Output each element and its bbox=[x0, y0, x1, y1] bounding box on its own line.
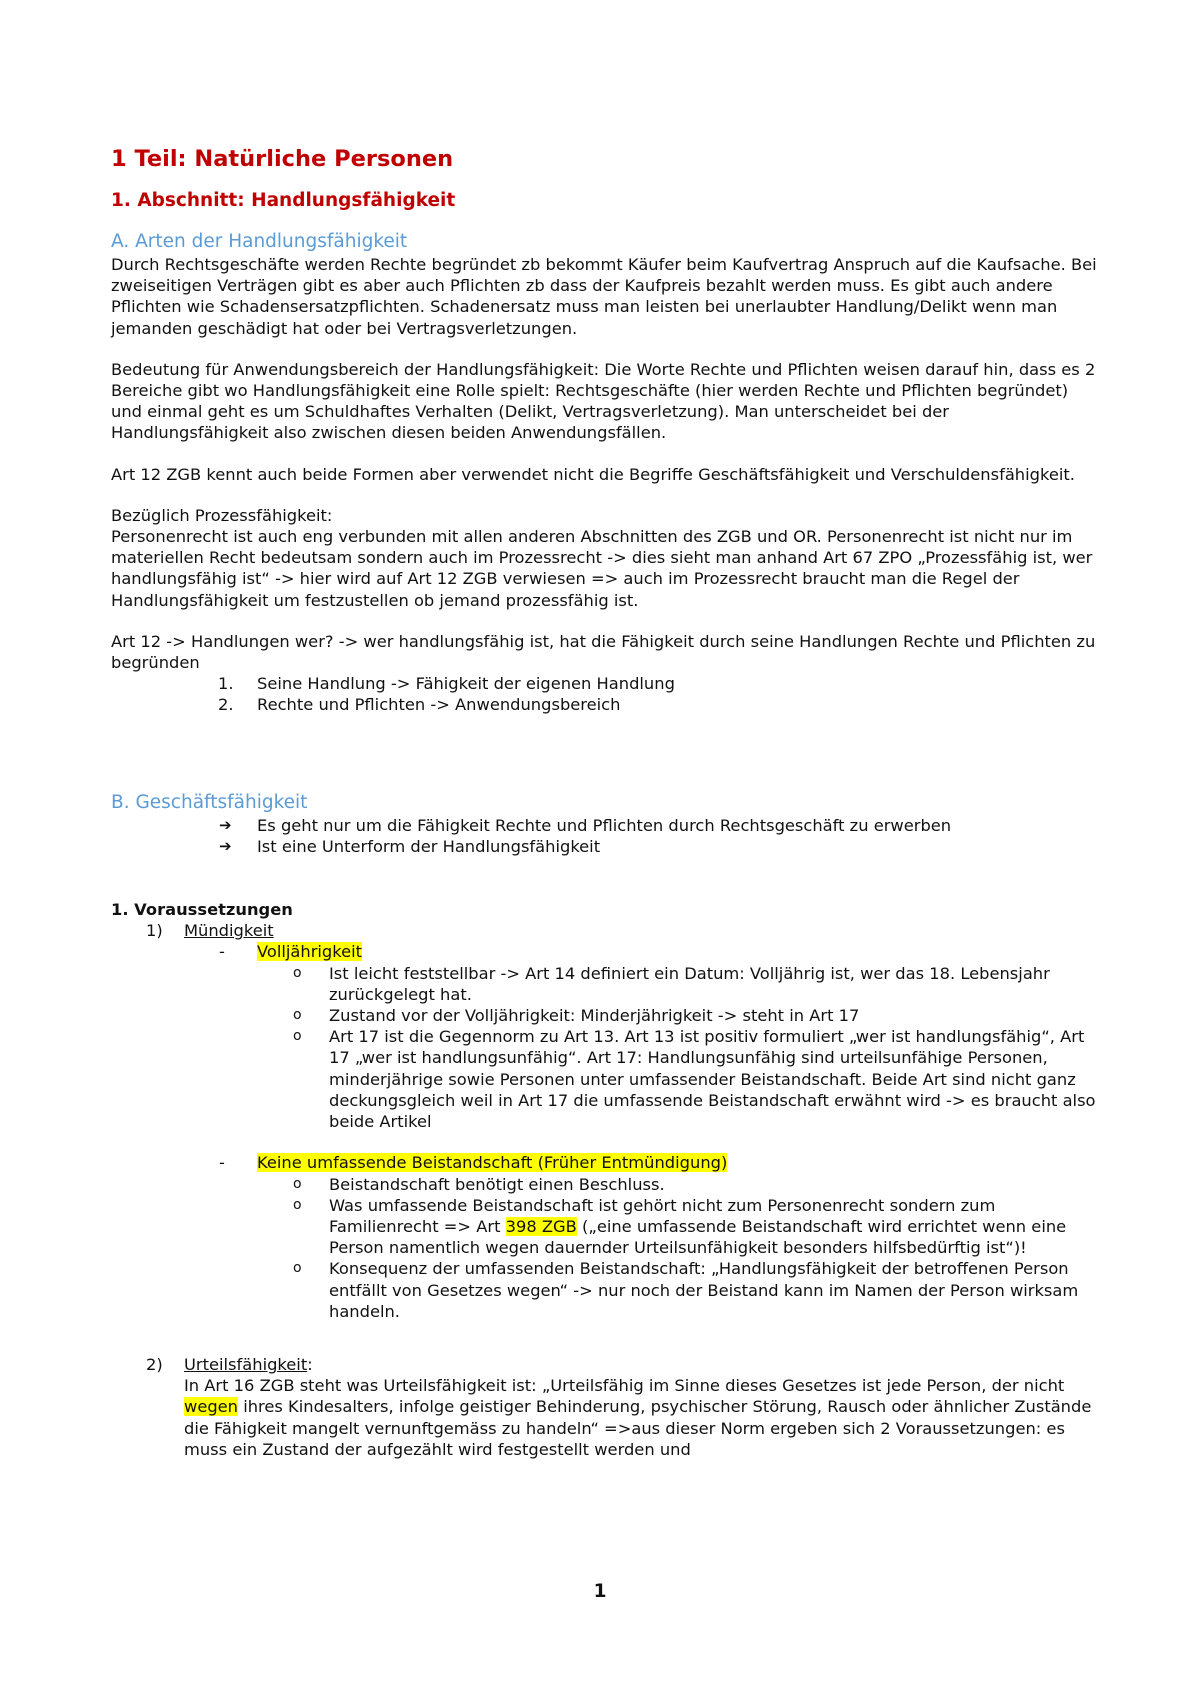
paragraph-a5: Art 12 -> Handlungen wer? -> wer handlungsfähig ist, hat die Fähigkeit durch seine Handlungen Rechte und Pflichten zu begründen bbox=[111, 631, 1096, 673]
highlight-398-zgb: 398 ZGB bbox=[505, 1216, 577, 1236]
text-segment: („eine umfassende Beistandschaft wird errichtet wenn eine Person namentlich wegen dauernder Urteilsunfähigkeit besonders hilfsbedürftig ist“)! bbox=[329, 1216, 1067, 1258]
paragraph-a3: Art 12 ZGB kennt auch beide Formen aber verwendet nicht die Begriffe Geschäftsfähigkeit und Verschuldensfähigkeit. bbox=[111, 464, 1075, 484]
circle-bullet-icon: o bbox=[293, 964, 302, 981]
circle-bullet-icon: o bbox=[293, 1007, 302, 1024]
highlight-wegen: wegen bbox=[184, 1397, 239, 1417]
circle-bullet-icon: o bbox=[293, 1196, 302, 1213]
circle-bullet-icon: o bbox=[293, 1175, 302, 1192]
heading-voraussetzungen: 1. Voraussetzungen bbox=[111, 900, 293, 920]
text-segment: ihres Kindesalters, infolge geistiger Behinderung, psychischer Störung, Rausch oder ähnlicher Zustände die Fähigkeit mangelt vernunftgemäss zu handeln“ =>aus dieser Norm ergeben sich 2 Voraussetzungen: es muss ein Zustand der aufgezählt wird festgestellt werden und bbox=[184, 1397, 1092, 1459]
list-item-text: Es geht nur um die Fähigkeit Rechte und Pflichten durch Rechtsgeschäft zu erwerben bbox=[257, 815, 952, 835]
highlight-volljaehrigkeit: Volljährigkeit bbox=[257, 942, 363, 962]
label-urteilsfaehigkeit: Urteilsfähigkeit bbox=[184, 1354, 308, 1374]
label-colon: : bbox=[307, 1354, 313, 1374]
list-item bbox=[111, 1258, 1101, 1322]
paragraph-a2: Bedeutung für Anwendungsbereich der Handlungsfähigkeit: Die Worte Rechte und Pflichten weisen darauf hin, dass es 2 Bereiche gibt wo Handlungsfähigkeit eine Rolle spielt: Rechtsgeschäfte (hier werden Rechte und Pflichten begründet) und einmal geht es um Schuldhaftes Verhalten (Delikt, Vertragsverletzung). Man unterscheidet bei der Handlungsfähigkeit also zwischen diesen beiden Anwendungsfällen. bbox=[111, 359, 1096, 443]
dash-bullet: - bbox=[219, 1153, 225, 1173]
heading-a: A. Arten der Handlungsfähigkeit bbox=[111, 231, 408, 252]
list-item-volljaehrigkeit bbox=[111, 941, 1101, 962]
paragraph-a4: Personenrecht ist auch eng verbunden mit allen anderen Abschnitten des ZGB und OR. Personenrecht ist nicht nur im materiellen Recht bedeutsam sondern auch im Prozessrecht -> dies sieht man anhand Art 67 ZPO „Prozessfähig ist, wer handlungsfähig ist“ -> hier wird auf Art 12 ZGB verwiesen => auch im Prozessrecht braucht man die Regel der Handlungsfähigkeit um festzustellen ob jemand prozessfähig ist. bbox=[111, 527, 1093, 610]
list-item bbox=[111, 694, 1101, 715]
arrow-icon: ➔ bbox=[219, 836, 232, 855]
label-muendigkeit: Mündigkeit bbox=[184, 921, 274, 941]
list-item-text: Beistandschaft benötigt einen Beschluss. bbox=[329, 1174, 665, 1194]
list-item-muendigkeit bbox=[111, 920, 1101, 941]
document-body bbox=[111, 144, 1101, 1460]
text-segment: Was umfassende Beistandschaft ist gehört nicht zum Personenrecht sondern zum Familienrecht => Art bbox=[329, 1195, 996, 1236]
list-item-text bbox=[329, 1196, 1066, 1257]
page-number: 1 bbox=[593, 1581, 607, 1602]
list-item-text: Art 17 ist die Gegennorm zu Art 13. Art 13 ist positiv formuliert „wer ist handlungsfähig“, Art 17 „wer ist handlungsunfähig“. Art 17: Handlungsunfähig sind urteilsunfähige Personen, minderjährige sowie Personen unter umfassender Beistandschaft. Beide Art sind nicht ganz deckungsgleich weil in Art 17 die umfassende Beistandschaft erwähnt wird -> es braucht also beide Artikel bbox=[329, 1027, 1096, 1132]
dash-bullet: - bbox=[219, 942, 225, 962]
highlight-beistandschaft: Keine umfassende Beistandschaft (Früher Entmündigung) bbox=[257, 1153, 728, 1173]
list-item bbox=[111, 1195, 1101, 1259]
part-title: 1 Teil: Natürliche Personen bbox=[111, 146, 454, 172]
list-item bbox=[111, 836, 1101, 857]
paragraph-a4-title: Bezüglich Prozessfähigkeit: bbox=[111, 505, 333, 525]
list-item bbox=[111, 1026, 1101, 1132]
heading-b: B. Geschäftsfähigkeit bbox=[111, 791, 308, 813]
list-item-text: Konsequenz der umfassenden Beistandschaft: „Handlungsfähigkeit der betroffenen Person entfällt von Gesetzes wegen“ -> nur noch der Beistand kann im Namen der Person wirksam handeln. bbox=[329, 1259, 1079, 1321]
paragraph-a1: Durch Rechtsgeschäfte werden Rechte begründet zb bekommt Käufer beim Kaufvertrag Anspruch auf die Kaufsache. Bei zweiseitigen Verträgen gibt es aber auch Pflichten zb dass der Kaufpreis bezahlt werden muss. Es gibt auch andere Pflichten wie Schadensersatzpflichten. Schadenersatz muss man leisten bei unerlaubter Handlung/Delikt wenn man jemanden geschädigt hat oder bei Vertragsverletzungen. bbox=[111, 255, 1097, 338]
circle-bullet-icon: o bbox=[293, 1028, 302, 1045]
list-number: 1) bbox=[146, 921, 163, 941]
circle-bullet-icon: o bbox=[293, 1260, 302, 1277]
list-item bbox=[111, 673, 1101, 694]
list-item-text: Ist leicht feststellbar -> Art 14 definiert ein Datum: Volljährig ist, wer das 18. Lebensjahr zurückgelegt hat. bbox=[329, 963, 1050, 1004]
list-item bbox=[111, 1005, 1101, 1026]
list-number: 1. bbox=[218, 674, 234, 694]
list-item-urteilsfaehigkeit bbox=[111, 1354, 1101, 1375]
paragraph-urteilsfaehigkeit bbox=[111, 1375, 1101, 1460]
list-item-text: Seine Handlung -> Fähigkeit der eigenen Handlung bbox=[257, 674, 675, 694]
arrow-icon: ➔ bbox=[219, 815, 232, 834]
list-item bbox=[111, 815, 1101, 836]
list-item-text: Rechte und Pflichten -> Anwendungsbereich bbox=[257, 695, 621, 715]
list-item-beistandschaft bbox=[111, 1152, 1101, 1173]
text-segment: In Art 16 ZGB steht was Urteilsfähigkeit ist: „Urteilsfähig im Sinne dieses Gesetzes ist jede Person, der nicht bbox=[184, 1376, 1065, 1396]
list-item-text: Zustand vor der Volljährigkeit: Minderjährigkeit -> steht in Art 17 bbox=[329, 1006, 860, 1026]
list-number: 2. bbox=[218, 695, 234, 715]
list-number: 2) bbox=[146, 1354, 163, 1374]
list-item bbox=[111, 1174, 1101, 1195]
section-title: 1. Abschnitt: Handlungsfähigkeit bbox=[111, 190, 456, 211]
list-item bbox=[111, 963, 1101, 1005]
list-item-text: Ist eine Unterform der Handlungsfähigkeit bbox=[257, 836, 601, 856]
